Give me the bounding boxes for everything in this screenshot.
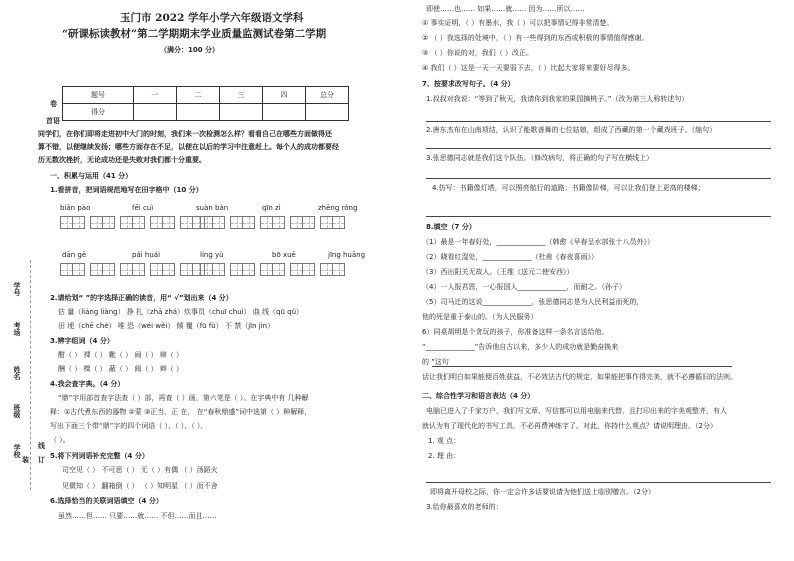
score-note: （满分：100 分） [160, 46, 220, 54]
question-line: 1.叔叔对我说：“等到了秋天，我请你到我家的果园摘桃子。”（改为第三人称转述句） [426, 95, 689, 103]
side-label-shouyu: 首语 [46, 117, 60, 125]
score-table-label: 得分 [63, 104, 134, 121]
question-line: 3.给你最喜欢的老师的： [426, 503, 503, 511]
question-line: 即将离开母校之际，你一定会许多话要说请为他们送上临别赠言。（2分） [430, 488, 655, 496]
side-label-xian: 线 [38, 442, 45, 450]
question-line: （4）一人报君恩，一心报国人______________，而耐之。（孙子） [422, 283, 626, 291]
side-label-xuehao: 学号 [13, 282, 21, 296]
question-line: 就认为有了现代化的书写工具，不必再费神练字了。对此，你持什么观点？请说明理由。（2分） [422, 422, 717, 430]
answer-line[interactable] [426, 178, 771, 179]
side-label-kaochang: 考场 [13, 322, 21, 336]
question-line: （5）司马迁的这说______________，张思德同志是为人民利益而死的， [422, 298, 644, 306]
score-table [62, 86, 349, 121]
answer-line[interactable] [426, 482, 771, 483]
pinyin: líng yù [200, 251, 224, 259]
side-label-xuexiao: 学校 [13, 444, 21, 458]
answer-line[interactable] [426, 216, 771, 217]
question-line: 见微知（ ） 翻箱倒（ ） （ ）知明星 （ ）而不舍 [62, 482, 218, 490]
tianzige-row[interactable] [60, 216, 204, 229]
question-heading: 3.辨字组词（4 分） [50, 337, 114, 345]
question-line: 4.仿写：书籍像灯塔，可以照亮航行的道路；书籍像阶梯，可以让我们登上更高的楼梯； [432, 184, 705, 192]
question-line: （1）最是一年春好处，______________（韩愈《早春呈水部张十八员外》） [422, 238, 654, 246]
answer-line[interactable] [432, 366, 732, 367]
score-table-header: 题号 [63, 87, 134, 104]
question-heading: 5.将下列词语补充完整（4 分） [50, 452, 149, 460]
question-line: 虽然……但…… 只要……就…… 不但……而且…… [58, 512, 217, 520]
exam-title-line1: 玉门市 2022 学年小学六年级语文学科 [120, 12, 304, 24]
tianzige-row[interactable] [200, 216, 344, 229]
question-heading: 4.我会查字典。（4 分） [50, 380, 125, 388]
binding-line [30, 260, 31, 490]
question-line: 2.唐东杰布在山南项结，认识了能歌善舞的七位姑娘，组成了西藏的第一个藏戏班子。（缩句） [426, 126, 717, 134]
question-line: 话让我们明白如果能便百姓获益，不必效法古代的规定，如果能把事作得完美，就不必遵循旧的法则。 [422, 373, 737, 381]
question-line: 田 埂（chē chè） 唯 恐（wéi wěi） 倾 覆（fū fù） 不 禁（jīn jìn） [58, 322, 275, 330]
pinyin: dān gē [62, 251, 87, 259]
question-line: 的 ”这句 [422, 358, 449, 366]
question-line: ① 事实证明，（ ）有墨水，我（ ）可以把事情记得非常清楚。 [422, 19, 614, 27]
score-table-header: 一 [134, 87, 177, 104]
answer-label: 2. 理 由： [428, 452, 461, 460]
question-line: （3）西出阳关无故人。（王维《送元二使安西》） [422, 268, 574, 276]
question-line: 酣（ ） 裸（ ） 靴（ ） 闹（ ） 辩（ ） [58, 351, 184, 359]
question-heading: 1.看拼音，把词语规范地写在田字格中（10 分） [50, 186, 203, 194]
intro-line: 同学们，在你们即将走进初中大门的时刻，我们来一次检测怎么样？看看自己在哪些方面做得还 [38, 130, 332, 138]
question-line: “______________”告诉他自古以来，多少人的成功就是勤奋换来 [422, 343, 619, 351]
score-cell[interactable] [263, 104, 306, 121]
pinyin: suàn bàn [196, 204, 229, 212]
question-line: 他的死是重于泰山的。（为人民服务） [422, 313, 538, 321]
question-line: 即使……也…… 如果……就…… 因为……所以…… [426, 5, 585, 13]
pinyin: pái huái [132, 251, 161, 259]
question-line: （2）晓看红湿处，______________（杜甫《春夜喜雨》） [422, 253, 598, 261]
question-line: 释：①古代煮东西的器物 ②蒙 ③正当、正 在， 在“春秋鼎盛”词中选第（ ）种解释， [50, 408, 312, 416]
question-line: 酬（ ） 棵（ ） 蔽（ ） 阀（ ） 辫（ ） [58, 365, 184, 373]
question-heading: 2.请给划“ ”的字选择正确的读音，用“ √”划出来（4 分） [50, 294, 233, 302]
question-line: 6）同桌胡明是个贪玩的孩子，你准备这样一条名言送给他。 [422, 328, 609, 336]
question-line: “鼎”字用部首查字法查（ ）部，再查（ ）画，第六笔是（ ）。在字典中有 几种解 [58, 394, 309, 402]
pinyin: qīn zì [262, 204, 281, 212]
side-label-juan: 卷 [50, 100, 57, 108]
score-cell[interactable] [134, 104, 177, 121]
question-heading: 7、按要求改写句子。（4 分） [422, 80, 515, 88]
pinyin: biān pào [60, 204, 91, 212]
answer-line[interactable] [426, 148, 771, 149]
answer-label: 1. 观 点： [428, 437, 461, 445]
score-cell[interactable] [177, 104, 220, 121]
score-cell[interactable] [306, 104, 349, 121]
tianzige-row[interactable] [200, 263, 344, 276]
pinyin: fēi cuì [132, 204, 154, 212]
section-heading: 二、综合性学习和语言表达（4 分） [422, 392, 535, 400]
score-table-header: 四 [263, 87, 306, 104]
question-line: 写出下面三个带“鼎”字的四个词语（ ）、（ ）、（ ）、 [50, 422, 208, 430]
question-heading: 8.填空（7 分） [426, 223, 476, 231]
question-line: ④ 我们（ ）这是一天一天要弱下去，（ ）比起大家将来要好尽得多。 [422, 64, 635, 72]
question-line: ② （ ）我选择的处境中，（ ）有一些得到的东西或积极的事情值得感谢。 [422, 34, 649, 42]
score-table-header: 总分 [306, 87, 349, 104]
section-heading: 一、积累与运用（41 分） [50, 172, 133, 180]
question-line: 估 量（liáng liàng） 挣 扎（zhā zhá）炊事员（chuī chuì） 曲 线（qū qǔ） [58, 308, 304, 316]
question-line: ③ （ ）你说的对，我们（ ）改正。 [422, 49, 533, 57]
question-line: 3.张思德同志就是我们这个队伍。（修改病句，将正确的句子写在横线上） [426, 154, 654, 162]
intro-line: 历无数次挫折，无论成功还是失败对我们都十分重要。 [38, 156, 206, 164]
question-line: 电脑已进入了千家万户，我们写文章、写信都可以用电脑来代替，且打印出来的字美观整齐，有人 [426, 407, 727, 415]
side-label-ding: 订 [38, 456, 45, 464]
side-label-xingming: 姓名 [13, 366, 21, 380]
question-heading: 6.选择恰当的关联词语填空（4 分） [50, 497, 163, 505]
intro-line: 算不错，以便继续发扬；哪些方面存在不足，以便在以后的学习中注意赶上。每个人的成功都要经 [38, 143, 339, 151]
answer-line[interactable] [426, 121, 771, 122]
score-table-header: 二 [177, 87, 220, 104]
question-line: 司空见（ ） 不可思（ ） 无（ ）有偶 （ ）汤蹈火 [62, 466, 218, 474]
question-line: （ ）。 [50, 436, 70, 444]
side-label-zhuang: 装 [22, 456, 29, 464]
score-table-header: 三 [220, 87, 263, 104]
pinyin: bō xuē [272, 251, 296, 259]
exam-title-line2: “研课标读教材”第二学期期末学业质量监测试卷第二学期 [62, 28, 327, 40]
score-cell[interactable] [220, 104, 263, 121]
side-label-banji: 班级 [13, 404, 21, 418]
pinyin: zhēng róng [318, 204, 358, 212]
tianzige-row[interactable] [60, 263, 204, 276]
pinyin: jīng huāng [328, 251, 366, 259]
